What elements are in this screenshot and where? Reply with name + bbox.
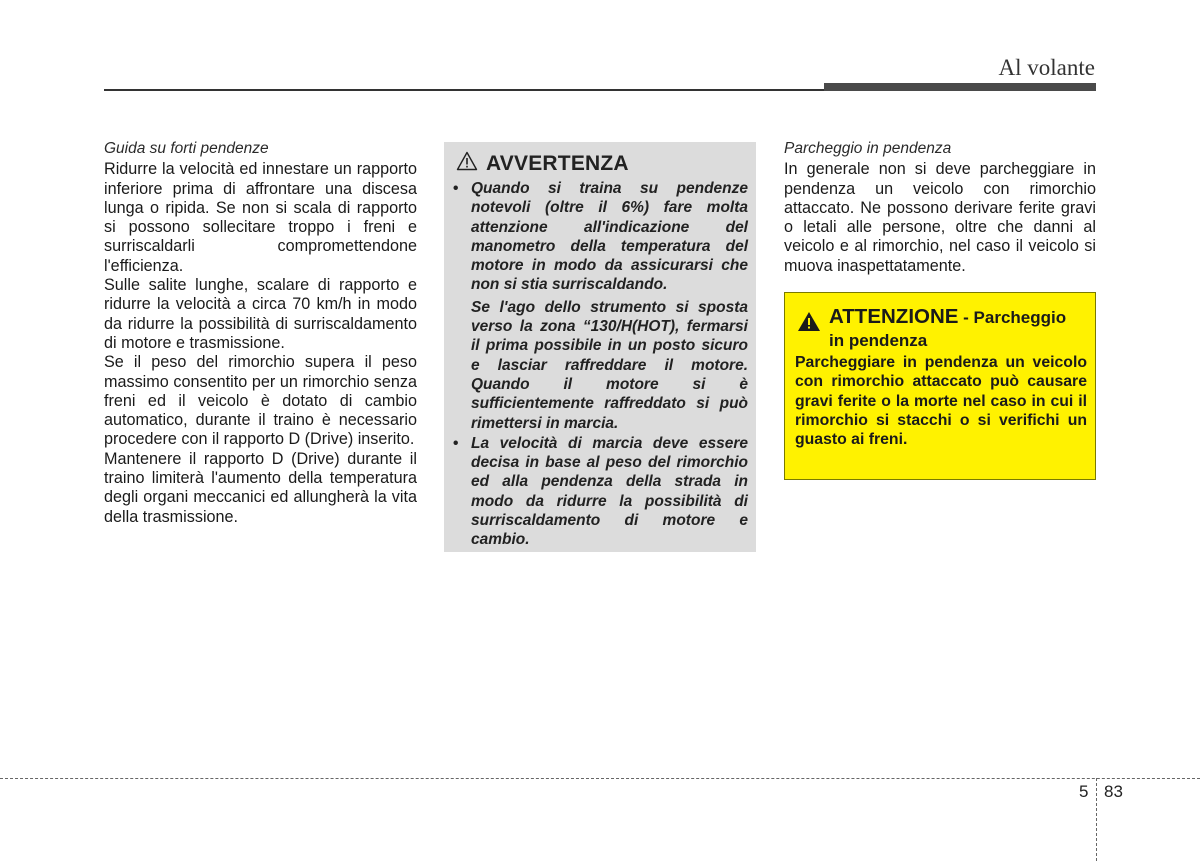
caution-subtitle: - Parcheggio <box>958 308 1067 327</box>
warning-box <box>444 142 756 552</box>
warning-text: Quando si traina su pendenze notevoli (oltre il 6%) fare molta attenzione all'indicazione del manometro della temperatura del motore in modo da assicurarsi che non si stia surriscaldando. <box>471 180 748 294</box>
warning-text: Se l'ago dello strumento si sposta verso la zona “130/H(HOT), fermarsi il prima possibile in un posto sicuro e lasciar raffreddare il motore. Quando il motore si è sufficientemente raffreddato si può rimettersi in marcia. <box>471 298 748 432</box>
paragraph: In generale non si deve parcheggiare in pendenza un veicolo con rimorchio attaccato. Ne possono derivare ferite gravi o letali alle persone, oltre che danni al veicolo e al rimorchio, nel caso il veicolo si muova inaspettatamente. <box>784 160 1096 275</box>
section-title-steep-grades: Guida su forti pendenze <box>104 140 269 157</box>
warning-list <box>453 179 748 550</box>
footer-vertical-divider <box>1096 778 1097 861</box>
paragraph: Ridurre la velocità ed innestare un rapporto inferiore prima di affrontare una discesa lunga o ripida. Se non si scala di rapporto si possono sollecitare troppo i freni e surriscaldarli compromettendone l'efficienza. <box>104 160 417 275</box>
footer-divider <box>0 778 1200 779</box>
caution-text: Parcheggiare in pendenza un veicolo con rimorchio attaccato può causare gravi ferite o la morte nel caso in cui il rimorchio si stacchi o si verifichi un guasto ai freni. <box>795 354 1087 449</box>
header-rule <box>104 89 824 91</box>
caution-subtitle-line2: in pendenza <box>829 331 928 350</box>
header-rule-accent <box>824 83 1096 91</box>
chapter-number: 5 <box>1079 782 1089 801</box>
caution-header <box>795 306 1087 352</box>
paragraph: Mantenere il rapporto D (Drive) durante il traino limiterà l'aumento della temperatura degli organi meccanici ed allungherà la vita della trasmissione. <box>104 449 417 526</box>
paragraph: Se il peso del rimorchio supera il peso massimo consentito per un rimorchio senza freni ed il veicolo è dotato di cambio automatico, durante il traino è necessario procedere con il rapporto D (Drive) inserito. <box>104 353 417 449</box>
left-column <box>104 139 417 527</box>
paragraph: Sulle salite lunghe, scalare di rapporto e ridurre la velocità a circa 70 km/h in modo da ridurre la possibilità di surriscaldamento di motore e trasmissione. <box>104 276 417 352</box>
running-header-title: Al volante <box>998 55 1095 80</box>
page-number: 83 <box>1104 782 1123 801</box>
bullet: • <box>453 180 459 197</box>
caution-triangle-icon <box>797 311 821 337</box>
caution-title-main: ATTENZIONE <box>829 305 959 328</box>
warning-text: La velocità di marcia deve essere decisa in base al peso del rimorchio ed alla pendenza della strada in modo da ridurre la possibilità di surriscaldamento di motore e cambio. <box>471 434 748 549</box>
right-column <box>784 139 1096 276</box>
section-title-parking-on-slope: Parcheggio in pendenza <box>784 140 952 157</box>
warning-header <box>456 151 629 176</box>
bullet: • <box>453 434 459 452</box>
caution-title <box>829 306 1087 352</box>
warning-triangle-icon <box>456 151 478 176</box>
warning-title: AVVERTENZA <box>486 151 629 175</box>
caution-box <box>784 292 1096 480</box>
warning-item <box>453 179 748 433</box>
warning-item <box>453 434 748 550</box>
